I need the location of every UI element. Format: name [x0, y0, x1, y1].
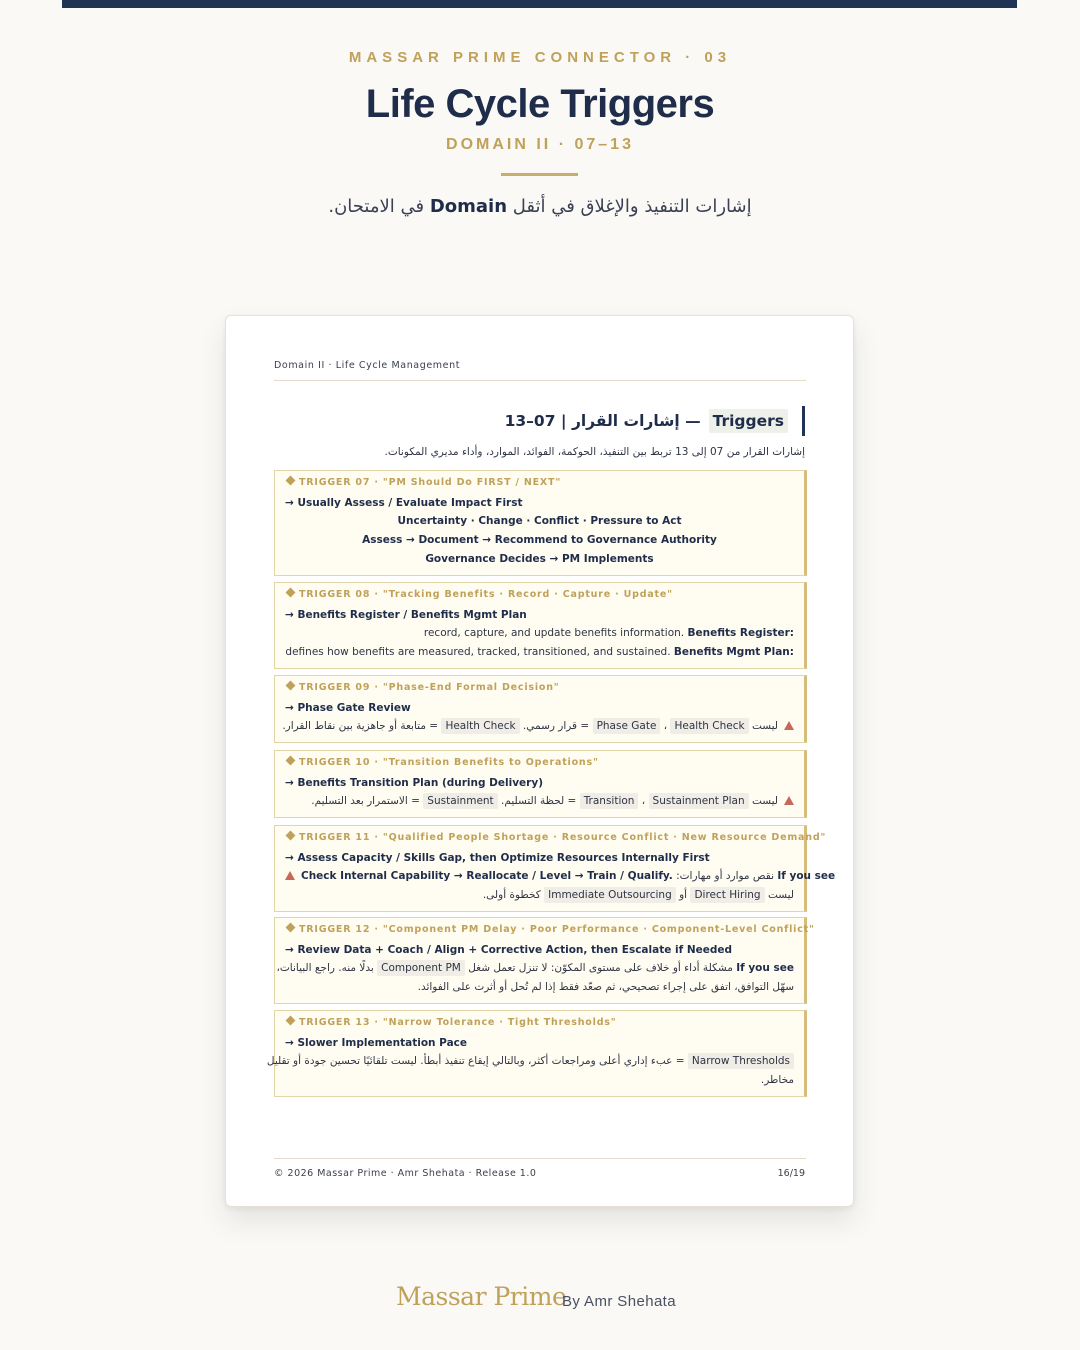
trigger-11-or: أو: [679, 889, 688, 901]
trigger-09-not: ليست: [751, 720, 778, 732]
trigger-09-card: [274, 675, 807, 743]
diamond-icon: [286, 923, 296, 933]
trigger-09-pill-3: Health Check: [441, 718, 519, 734]
trigger-11-answer: → Assess Capacity / Skills Gap, then Optimize Resources Internally First: [285, 852, 710, 864]
trigger-09-line: ليست Health Check ، Phase Gate = قرار رسمي. Health Check = متابعة أو جاهزية بين نقاط القرار.: [285, 717, 794, 736]
trigger-10-card: [274, 750, 807, 818]
trigger-07-heading-text: TRIGGER 07 · "PM Should Do FIRST / NEXT": [299, 477, 562, 488]
trigger-08-heading-text: TRIGGER 08 · "Tracking Benefits · Record · Capture · Update": [299, 589, 673, 600]
trigger-08-card: [274, 582, 807, 669]
tagline-bold: Domain: [429, 196, 508, 217]
breadcrumb-divider: [274, 380, 806, 381]
trigger-12-condition: مشكلة أداء أو خلاف على مستوى المكوّن: لا تنزل تعمل شغل: [468, 962, 733, 974]
diamond-icon: [286, 756, 296, 766]
trigger-13-heading: [285, 1017, 794, 1032]
trigger-12-line-2: سهّل التوافق، اتفق على إجراء تصحيحي، ثم صعّد فقط إذا لم تُحل أو أثرت على الفوائد.: [417, 981, 794, 993]
trigger-10-mid: = لحظة التسليم.: [501, 795, 577, 807]
trigger-11-steps: Check Internal Capability → Reallocate / Level → Train / Qualify.: [301, 870, 673, 882]
trigger-13-text: = عبء إداري أعلى ومراجعات أكثر، وبالتالي إيقاع تنفيذ أبطأ. ليست تلقائيًا تحسين جودة أو تقليل: [266, 1055, 685, 1067]
brand-logo: Massar Prime: [396, 1282, 567, 1311]
trigger-10-line: ليست Sustainment Plan ، Transition = لحظة التسليم. Sustainment = الاستمرار بعد التسليم.: [285, 792, 794, 811]
trigger-08-heading: [285, 589, 794, 604]
trigger-08-line-2: [285, 643, 794, 662]
trigger-12-post: بدلًا منه. راجع البيانات،: [276, 962, 374, 974]
trigger-11-pill-1: Direct Hiring: [690, 887, 764, 903]
trigger-07-heading: [285, 477, 794, 492]
breadcrumb: Domain II · Life Cycle Management: [274, 360, 461, 371]
trigger-11-line-1: [285, 867, 836, 886]
tagline-post: في الامتحان.: [328, 196, 425, 217]
trigger-13-answer: → Slower Implementation Pace: [285, 1037, 468, 1049]
section-description: إشارات القرار من 07 إلى 13 تربط بين التنفيذ، الحوكمة، الفوائد، الموارد، وأداء مديري المكونات.: [384, 446, 805, 458]
trigger-11-pill-2: Immediate Outsourcing: [544, 887, 676, 903]
diamond-icon: [286, 588, 296, 598]
trigger-10-not: ليست: [751, 795, 778, 807]
trigger-12-heading: [285, 924, 815, 939]
trigger-07-line-1: Uncertainty · Change · Conflict · Pressure to Act: [397, 515, 682, 527]
trigger-11-card: [274, 825, 836, 912]
trigger-12-heading-text: TRIGGER 12 · "Component PM Delay · Poor Performance · Component-Level Conflict": [299, 924, 815, 935]
trigger-13-card: [266, 1010, 807, 1097]
trigger-13-heading-text: TRIGGER 13 · "Narrow Tolerance · Tight Thresholds": [299, 1017, 617, 1028]
diamond-icon: [286, 476, 296, 486]
page-title: Life Cycle Triggers: [365, 82, 715, 126]
trigger-09-answer: → Phase Gate Review: [285, 702, 411, 714]
copyright: © 2026 Massar Prime · Amr Shehata · Release 1.0: [274, 1168, 537, 1179]
warning-icon: [784, 721, 794, 730]
diamond-icon: [286, 831, 296, 841]
domain-subtitle: DOMAIN II · 07–13: [446, 136, 634, 153]
trigger-07-answer: → Usually Assess / Evaluate Impact First: [285, 497, 523, 509]
section-tag: Triggers: [709, 409, 788, 433]
page-number: 16/19: [777, 1168, 805, 1179]
section-heading-text: — إشارات القرار | 07–13: [504, 412, 701, 430]
trigger-11-heading-text: TRIGGER 11 · "Qualified People Shortage · Resource Conflict · New Resource Demand": [299, 832, 827, 843]
trigger-08-line-2-bold: Benefits Mgmt Plan:: [673, 646, 794, 658]
trigger-13-line-2: مخاطر.: [760, 1074, 794, 1086]
trigger-08-line-1-text: record, capture, and update benefits information.: [423, 627, 685, 639]
diamond-icon: [286, 681, 296, 691]
top-accent-bar: [62, 0, 1017, 8]
warning-icon: [285, 871, 295, 880]
tagline-pre: إشارات التنفيذ والإغلاق في أثقل: [512, 196, 752, 217]
trigger-12-answer: → Review Data + Coach / Align + Corrective Action, then Escalate if Needed: [285, 944, 732, 956]
tagline: [0, 196, 1080, 217]
warning-icon: [784, 796, 794, 805]
diamond-icon: [286, 1016, 296, 1026]
trigger-12-if-you-see: If you see: [736, 962, 794, 974]
trigger-13-line-1: [266, 1052, 794, 1071]
trigger-11-if-you-see: If you see: [777, 870, 836, 882]
trigger-10-pill-3: Sustainment: [423, 793, 497, 809]
series-kicker: MASSAR PRIME CONNECTOR · 03: [348, 49, 732, 66]
trigger-12-card: [274, 917, 815, 1004]
trigger-13-pill-1: Narrow Thresholds: [688, 1053, 794, 1069]
trigger-11-not: ليست: [767, 889, 794, 901]
trigger-10-pill-2: Transition: [580, 793, 639, 809]
section-heading: [505, 406, 805, 436]
trigger-11-heading: [285, 832, 827, 847]
trigger-10-heading: [285, 757, 794, 772]
trigger-09-pill-2: Phase Gate: [593, 718, 661, 734]
trigger-08-answer: → Benefits Register / Benefits Mgmt Plan: [285, 609, 527, 621]
trigger-08-line-1-bold: Benefits Register:: [687, 627, 794, 639]
trigger-09-post: = متابعة أو جاهزية بين نقاط القرار.: [282, 720, 439, 732]
trigger-07-line-3: Governance Decides → PM Implements: [425, 553, 654, 565]
trigger-07-line-2: Assess → Document → Recommend to Governance Authority: [362, 534, 717, 546]
title-divider: [501, 173, 578, 176]
trigger-11-condition: نقص موارد أو مهارات:: [676, 870, 774, 882]
trigger-11-post: كخطوة أولى.: [482, 889, 541, 901]
trigger-09-heading: [285, 682, 794, 697]
trigger-09-heading-text: TRIGGER 09 · "Phase-End Formal Decision": [299, 682, 560, 693]
trigger-11-line-2: [285, 886, 794, 905]
trigger-10-heading-text: TRIGGER 10 · "Transition Benefits to Operations": [299, 757, 599, 768]
trigger-10-answer: → Benefits Transition Plan (during Delivery): [285, 777, 543, 789]
trigger-12-pill-1: Component PM: [377, 960, 465, 976]
footer-divider: [274, 1158, 806, 1159]
document-card: [225, 315, 854, 1207]
trigger-09-pill-1: Health Check: [670, 718, 748, 734]
author-credit: By Amr Shehata: [562, 1293, 676, 1310]
trigger-12-line-1: [276, 959, 794, 978]
trigger-07-card: [274, 470, 807, 576]
trigger-10-pill-1: Sustainment Plan: [649, 793, 749, 809]
trigger-09-mid: = قرار رسمي.: [522, 720, 590, 732]
trigger-10-post: = الاستمرار بعد التسليم.: [311, 795, 420, 807]
trigger-08-line-1: [285, 624, 794, 643]
trigger-08-line-2-text: defines how benefits are measured, tracked, transitioned, and sustained.: [285, 646, 671, 658]
